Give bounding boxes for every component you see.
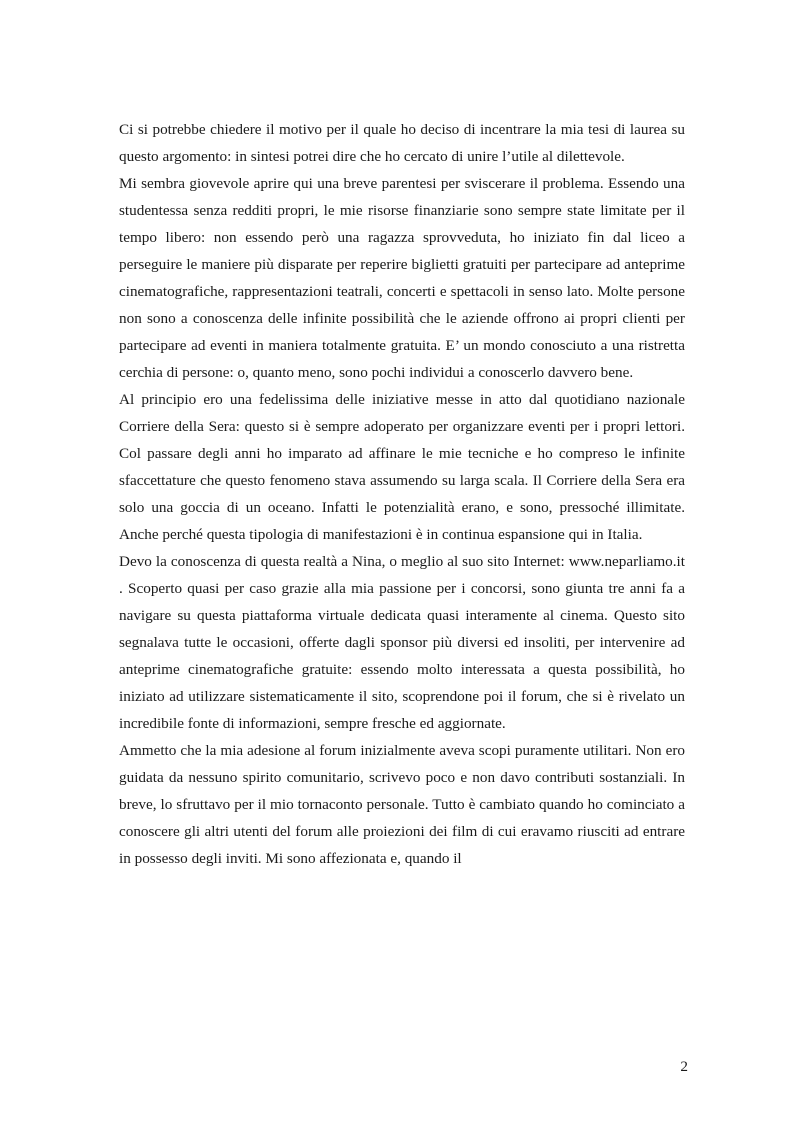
paragraph-2: Mi sembra giovevole aprire qui una breve parentesi per sviscerare il problema. Essendo una studentessa senza redditi propri, le mie risorse finanziarie sono sempre state limitate per il tempo libero: non essendo però una ragazza sprovveduta, ho iniziato fin dal liceo a perseguire le maniere più disparate per reperire biglietti gratuiti per partecipare ad anteprime cinematografiche, rappresentazioni teatrali, concerti e spettacoli in senso lato. Molte persone non sono a conoscenza delle infinite possibilità che le aziende offrono ai propri clienti per partecipare ad eventi in maniera totalmente gratuita. E’ un mondo conosciuto a una ristretta cerchia di persone: o, quanto meno, sono pochi individui a conoscerlo davvero bene. xyxy=(119,175,685,381)
page-number: 2 xyxy=(680,1058,688,1075)
paragraph-3: Al principio ero una fedelissima delle iniziative messe in atto dal quotidiano nazionale Corriere della Sera: questo si è sempre adoperato per organizzare eventi per i propri lettori. Col passare degli anni ho imparato ad affinare le mie tecniche e ho compreso le infinite sfaccettature che questo fenomeno stava assumendo su larga scala. Il Corriere della Sera era solo una goccia di un oceano. Infatti le potenzialità erano, e sono, pressoché illimitate. Anche perché questa tipologia di manifestazioni è in continua espansione qui in Italia. xyxy=(119,391,685,543)
paragraph-1: Ci si potrebbe chiedere il motivo per il quale ho deciso di incentrare la mia tesi di laurea su questo argomento: in sintesi potrei dire che ho cercato di unire l’utile al dilettevole. xyxy=(119,121,685,165)
body-text xyxy=(119,116,685,872)
paragraph-5: Ammetto che la mia adesione al forum inizialmente aveva scopi puramente utilitari. Non ero guidata da nessuno spirito comunitario, scrivevo poco e non davo contributi sostanziali. In breve, lo sfruttavo per il mio tornaconto personale. Tutto è cambiato quando ho cominciato a conoscere gli altri utenti del forum alle proiezioni dei film di cui eravamo riusciti ad entrare in possesso degli inviti. Mi sono affezionata e, quando il xyxy=(119,742,685,867)
paragraph-4: Devo la conoscenza di questa realtà a Nina, o meglio al suo sito Internet: www.neparliamo.it . Scoperto quasi per caso grazie alla mia passione per i concorsi, sono giunta tre anni fa a navigare su questa piattaforma virtuale dedicata quasi interamente al cinema. Questo sito segnalava tutte le occasioni, offerte dagli sponsor più diversi ed insoliti, per intervenire ad anteprime cinematografiche gratuite: essendo molto interessata a questa possibilità, ho iniziato ad utilizzare sistematicamente il sito, scoprendone poi il forum, che si è rivelato un incredibile fonte di informazioni, sempre fresche ed aggiornate. xyxy=(119,553,685,732)
